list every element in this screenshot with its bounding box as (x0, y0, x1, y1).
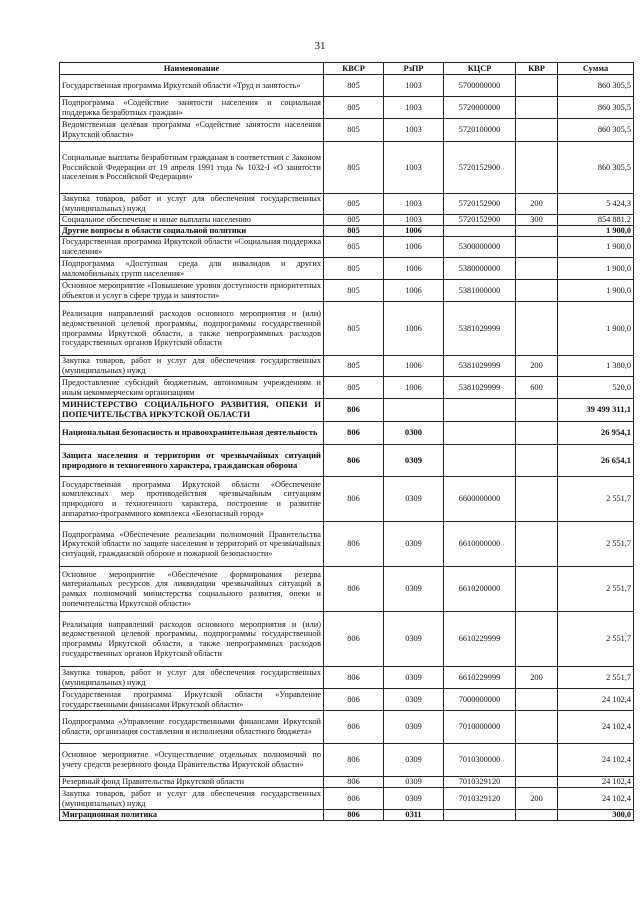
row-name-cell: Подпрограмма «Управление государственными финансами Иркутской области, организация составления и исполнения областного бюджета» (60, 711, 324, 744)
row-sum-cell: 24 102,4 (558, 689, 634, 711)
row-kvsr-cell: 805 (324, 258, 384, 280)
row-name-cell: Основное мероприятие «Осуществление отдельных полномочий по учету средств резервного фонда Правительства Иркутской области» (60, 744, 324, 777)
row-name-cell: Резервный фонд Правительства Иркутской области (60, 777, 324, 788)
row-rzpr-cell: 1006 (384, 237, 444, 258)
table-row (60, 788, 634, 810)
row-kvr-cell (516, 810, 558, 821)
table-row (60, 226, 634, 237)
row-name-cell: Защита населения и территории от чрезвычайных ситуаций природного и техногенного характера, гражданская оборона (60, 445, 324, 477)
table-row (60, 194, 634, 215)
row-kvsr-cell: 805 (324, 302, 384, 356)
table-row (60, 399, 634, 422)
budget-table (59, 62, 634, 821)
row-sum-cell: 1 380,0 (558, 356, 634, 377)
table-row (60, 75, 634, 97)
row-kvr-cell: 600 (516, 377, 558, 399)
page-number: 31 (314, 40, 326, 52)
row-kvr-cell (516, 445, 558, 477)
row-name-cell: Основное мероприятие «Повышение уровня доступности приоритетных объектов и услуг в сфере труда и занятости» (60, 280, 324, 302)
table-row (60, 302, 634, 356)
row-sum-cell: 2 551,7 (558, 612, 634, 667)
row-name-cell: Миграционная политика (60, 810, 324, 821)
row-rzpr-cell: 0300 (384, 422, 444, 445)
row-name-cell: Государственная программа Иркутской области «Социальная поддержка населения» (60, 237, 324, 258)
row-kvr-cell (516, 258, 558, 280)
table-row (60, 810, 634, 821)
row-kcsr-cell (444, 226, 516, 237)
row-name-cell: Реализация направлений расходов основного мероприятия и (или) ведомственной целевой программы, подпрограммы государственной программы Иркутской области, а также непрограммных расходов государственных органов Иркутской области (60, 612, 324, 667)
row-rzpr-cell: 0309 (384, 477, 444, 522)
row-kvr-cell: 200 (516, 356, 558, 377)
row-kcsr-cell: 6600000000 (444, 477, 516, 522)
row-kvr-cell (516, 75, 558, 97)
row-sum-cell: 2 551,7 (558, 522, 634, 567)
table-row (60, 280, 634, 302)
row-kvr-cell: 300 (516, 215, 558, 226)
row-sum-cell: 860 305,5 (558, 142, 634, 194)
row-kvsr-cell: 805 (324, 280, 384, 302)
row-sum-cell: 2 551,7 (558, 667, 634, 689)
row-name-cell: Подпрограмма «Обеспечение реализации полномочий Правительства Иркутской области по защите населения и территорий от чрезвычайных ситуаций, гражданской обороне и пожарной безопасности» (60, 522, 324, 567)
row-kcsr-cell: 5720152900 (444, 194, 516, 215)
table-row (60, 744, 634, 777)
row-name-cell: МИНИСТЕРСТВО СОЦИАЛЬНОГО РАЗВИТИЯ, ОПЕКИ И ПОПЕЧИТЕЛЬСТВА ИРКУТСКОЙ ОБЛАСТИ (60, 399, 324, 422)
column-header-rzpr: РзПР (384, 63, 444, 75)
row-sum-cell: 2 551,7 (558, 477, 634, 522)
row-rzpr-cell: 1006 (384, 258, 444, 280)
row-kvr-cell (516, 612, 558, 667)
table-row (60, 522, 634, 567)
row-kvr-cell (516, 119, 558, 142)
row-name-cell: Реализация направлений расходов основного мероприятия и (или) ведомственной целевой программы, подпрограммы государственной программы Иркутской области, а также непрограммных расходов государственных органов Иркутской области (60, 302, 324, 356)
table-row (60, 377, 634, 399)
table-body (60, 75, 634, 821)
table-row (60, 777, 634, 788)
row-kcsr-cell: 6610200000 (444, 567, 516, 612)
row-rzpr-cell: 1006 (384, 226, 444, 237)
row-name-cell: Закупка товаров, работ и услуг для обеспечения государственных (муниципальных) нужд (60, 194, 324, 215)
row-name-cell: Закупка товаров, работ и услуг для обеспечения государственных (муниципальных) нужд (60, 356, 324, 377)
row-rzpr-cell: 1003 (384, 97, 444, 119)
row-kvsr-cell: 805 (324, 142, 384, 194)
row-kvr-cell (516, 280, 558, 302)
row-kvr-cell (516, 744, 558, 777)
table-row (60, 97, 634, 119)
table-row (60, 119, 634, 142)
row-kvsr-cell: 805 (324, 215, 384, 226)
table-row (60, 667, 634, 689)
row-name-cell: Другие вопросы в области социальной политики (60, 226, 324, 237)
row-sum-cell: 1 900,0 (558, 258, 634, 280)
column-header-kvsr: КВСР (324, 63, 384, 75)
column-header-kcsr: КЦСР (444, 63, 516, 75)
row-kcsr-cell: 5381000000 (444, 280, 516, 302)
row-rzpr-cell: 1003 (384, 142, 444, 194)
row-kvsr-cell: 805 (324, 237, 384, 258)
row-sum-cell: 1 900,0 (558, 280, 634, 302)
table-row (60, 612, 634, 667)
row-kcsr-cell: 5381029999 (444, 302, 516, 356)
row-rzpr-cell: 1006 (384, 377, 444, 399)
row-name-cell: Закупка товаров, работ и услуг для обеспечения государственных (муниципальных) нужд (60, 788, 324, 810)
row-kcsr-cell: 7010300000 (444, 744, 516, 777)
row-rzpr-cell: 0309 (384, 667, 444, 689)
row-sum-cell: 2 551,7 (558, 567, 634, 612)
row-sum-cell: 24 102,4 (558, 777, 634, 788)
row-name-cell: Основное мероприятие «Обеспечение формирования резерва материальных ресурсов для ликвидации чрезвычайных ситуаций в рамках полномочий министерства социального развития, опеки и попечительства Иркутской области» (60, 567, 324, 612)
row-kvsr-cell: 806 (324, 522, 384, 567)
row-kvsr-cell: 806 (324, 612, 384, 667)
column-header-kvr: КВР (516, 63, 558, 75)
row-kvsr-cell: 806 (324, 744, 384, 777)
table-row (60, 258, 634, 280)
row-kvsr-cell: 806 (324, 399, 384, 422)
row-kvsr-cell: 805 (324, 356, 384, 377)
row-rzpr-cell: 0309 (384, 445, 444, 477)
column-header-sum: Сумма (558, 63, 634, 75)
row-kvsr-cell: 806 (324, 788, 384, 810)
row-rzpr-cell: 0309 (384, 744, 444, 777)
row-kvr-cell: 200 (516, 194, 558, 215)
row-kvr-cell (516, 97, 558, 119)
row-kcsr-cell: 5381029999 (444, 377, 516, 399)
row-name-cell: Социальное обеспечение и иные выплаты населению (60, 215, 324, 226)
row-name-cell: Социальные выплаты безработным гражданам в соответствии с Законом Российской Федерации от 19 апреля 1991 года № 1032-I «О занятости населения в Российской Федерации» (60, 142, 324, 194)
table-row (60, 422, 634, 445)
table-row (60, 711, 634, 744)
row-kvsr-cell: 806 (324, 689, 384, 711)
row-kcsr-cell: 7010000000 (444, 711, 516, 744)
row-kcsr-cell: 5720100000 (444, 119, 516, 142)
row-kvsr-cell: 806 (324, 777, 384, 788)
row-sum-cell: 24 102,4 (558, 711, 634, 744)
row-sum-cell: 39 499 311,1 (558, 399, 634, 422)
table-row (60, 215, 634, 226)
row-rzpr-cell: 1006 (384, 280, 444, 302)
table-row (60, 356, 634, 377)
row-sum-cell: 860 305,5 (558, 119, 634, 142)
row-kcsr-cell: 7010329120 (444, 788, 516, 810)
table-row (60, 142, 634, 194)
row-name-cell: Государственная программа Иркутской области «Управление государственными финансами Иркутской области» (60, 689, 324, 711)
row-kcsr-cell: 5720152900 (444, 215, 516, 226)
row-kvr-cell: 200 (516, 667, 558, 689)
row-kvsr-cell: 806 (324, 567, 384, 612)
row-kvsr-cell: 806 (324, 477, 384, 522)
table-row (60, 689, 634, 711)
row-name-cell: Подпрограмма «Доступная среда для инвалидов и других маломобильных групп населения» (60, 258, 324, 280)
row-kcsr-cell: 6610000000 (444, 522, 516, 567)
table-header-row (60, 63, 634, 75)
row-name-cell: Закупка товаров, работ и услуг для обеспечения государственных (муниципальных) нужд (60, 667, 324, 689)
row-kvsr-cell: 805 (324, 377, 384, 399)
row-name-cell: Ведомственная целевая программа «Содействие занятости населения Иркутской области» (60, 119, 324, 142)
table-row (60, 477, 634, 522)
row-kcsr-cell (444, 810, 516, 821)
row-kcsr-cell: 5720000000 (444, 97, 516, 119)
row-name-cell: Государственная программа Иркутской области «Обеспечение комплексных мер противодействия чрезвычайным ситуациям природного и техногенного характера, построение и развитие аппаратно-программного комплекса «Безопасный город» (60, 477, 324, 522)
row-kvr-cell (516, 689, 558, 711)
row-sum-cell: 854 881,2 (558, 215, 634, 226)
row-kvsr-cell: 805 (324, 97, 384, 119)
row-name-cell: Предоставление субсидий бюджетным, автономным учреждениям и иным некоммерческим организациям (60, 377, 324, 399)
row-kcsr-cell: 5381029999 (444, 356, 516, 377)
row-kvr-cell (516, 302, 558, 356)
row-name-cell: Государственная программа Иркутской области «Труд и занятость» (60, 75, 324, 97)
row-rzpr-cell: 1006 (384, 302, 444, 356)
row-kcsr-cell: 7010329120 (444, 777, 516, 788)
row-rzpr-cell: 1003 (384, 215, 444, 226)
row-sum-cell: 300,0 (558, 810, 634, 821)
row-rzpr-cell: 0309 (384, 711, 444, 744)
row-sum-cell: 860 305,5 (558, 75, 634, 97)
row-kcsr-cell: 5720152900 (444, 142, 516, 194)
row-kvsr-cell: 806 (324, 667, 384, 689)
row-rzpr-cell: 1006 (384, 356, 444, 377)
row-name-cell: Подпрограмма «Содействие занятости населения и социальная поддержка безработных граждан» (60, 97, 324, 119)
row-kvsr-cell: 806 (324, 445, 384, 477)
row-kvr-cell (516, 711, 558, 744)
row-kcsr-cell: 7000000000 (444, 689, 516, 711)
row-sum-cell: 1 900,0 (558, 237, 634, 258)
row-kvsr-cell: 806 (324, 422, 384, 445)
row-rzpr-cell: 0309 (384, 689, 444, 711)
row-kvr-cell (516, 567, 558, 612)
row-kvsr-cell: 805 (324, 226, 384, 237)
row-rzpr-cell: 1003 (384, 194, 444, 215)
row-kcsr-cell: 6610229999 (444, 612, 516, 667)
row-kcsr-cell (444, 399, 516, 422)
row-kvr-cell (516, 522, 558, 567)
row-kcsr-cell: 5380000000 (444, 258, 516, 280)
row-kvsr-cell: 806 (324, 810, 384, 821)
row-rzpr-cell (384, 399, 444, 422)
row-sum-cell: 1 900,0 (558, 302, 634, 356)
row-rzpr-cell: 1003 (384, 119, 444, 142)
row-sum-cell: 5 424,3 (558, 194, 634, 215)
row-rzpr-cell: 0309 (384, 788, 444, 810)
row-kvr-cell (516, 399, 558, 422)
row-rzpr-cell: 0309 (384, 777, 444, 788)
row-rzpr-cell: 0311 (384, 810, 444, 821)
row-name-cell: Национальная безопасность и правоохранительная деятельность (60, 422, 324, 445)
row-kvr-cell: 200 (516, 788, 558, 810)
row-kvr-cell (516, 422, 558, 445)
row-kcsr-cell: 6610229999 (444, 667, 516, 689)
row-sum-cell: 26 954,1 (558, 422, 634, 445)
row-sum-cell: 860 305,5 (558, 97, 634, 119)
row-kvr-cell (516, 142, 558, 194)
row-sum-cell: 24 102,4 (558, 744, 634, 777)
row-kvr-cell (516, 777, 558, 788)
row-sum-cell: 1 900,0 (558, 226, 634, 237)
row-sum-cell: 520,0 (558, 377, 634, 399)
row-rzpr-cell: 0309 (384, 612, 444, 667)
row-kvr-cell (516, 226, 558, 237)
row-rzpr-cell: 0309 (384, 567, 444, 612)
row-rzpr-cell: 0309 (384, 522, 444, 567)
row-sum-cell: 26 654,1 (558, 445, 634, 477)
row-kcsr-cell (444, 422, 516, 445)
table-row (60, 567, 634, 612)
row-kcsr-cell (444, 445, 516, 477)
row-sum-cell: 24 102,4 (558, 788, 634, 810)
table-row (60, 237, 634, 258)
row-kvsr-cell: 805 (324, 119, 384, 142)
column-header-name: Наименование (60, 63, 324, 75)
row-kcsr-cell: 5700000000 (444, 75, 516, 97)
row-kvr-cell (516, 237, 558, 258)
table-row (60, 445, 634, 477)
row-kvsr-cell: 806 (324, 711, 384, 744)
row-kvr-cell (516, 477, 558, 522)
row-kvsr-cell: 805 (324, 194, 384, 215)
row-rzpr-cell: 1003 (384, 75, 444, 97)
row-kvsr-cell: 805 (324, 75, 384, 97)
row-kcsr-cell: 5300000000 (444, 237, 516, 258)
